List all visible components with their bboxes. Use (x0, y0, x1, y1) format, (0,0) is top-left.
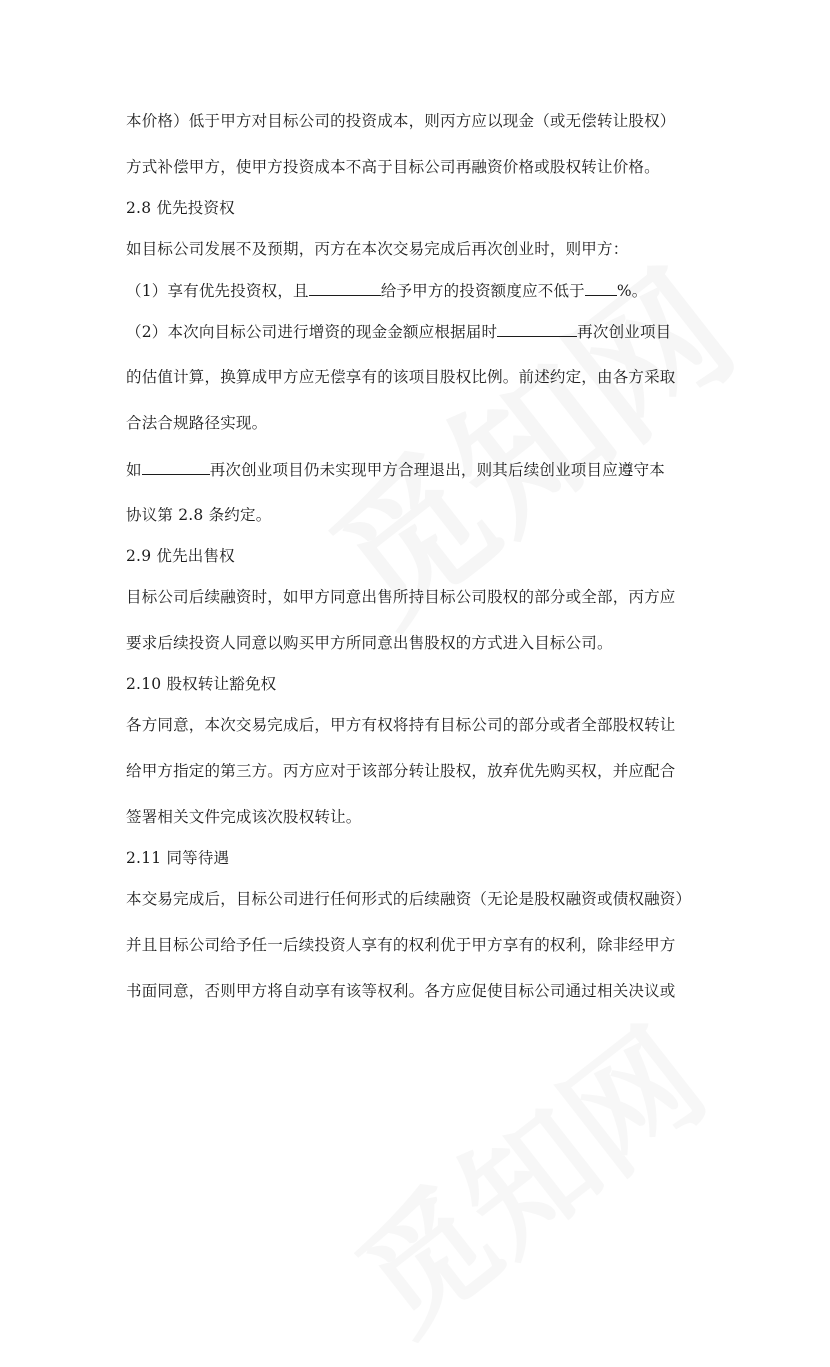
document-body (126, 110, 716, 1026)
text-segment: （2）本次向目标公司进行增资的现金金额应根据届时 (126, 323, 498, 341)
paragraph-line: 给甲方指定的第三方。丙方应对于该部分转让股权，放弃优先购买权，并应配合 (126, 762, 676, 780)
paragraph-line: 的估值计算，换算成甲方应无偿享有的该项目股权比例。前述约定，由各方采取 (126, 368, 676, 386)
fill-in-blank (142, 458, 210, 475)
paragraph-line (126, 320, 716, 342)
text-segment: %。 (616, 282, 648, 300)
paragraph-line: 协议第 2.8 条约定。 (126, 506, 272, 524)
paragraph-line (126, 458, 716, 480)
paragraph-line: 方式补偿甲方，使甲方投资成本不高于目标公司再融资价格或股权转让价格。 (126, 158, 660, 176)
text-segment: 再次创业项目 (577, 323, 672, 341)
paragraph-line (126, 279, 716, 301)
paragraph-line: 本价格）低于甲方对目标公司的投资成本，则丙方应以现金（或无偿转让股权） (126, 112, 676, 130)
text-segment: （1）享有优先投资权，且 (126, 282, 309, 300)
fill-in-blank (309, 279, 381, 296)
section-heading-2-9: 2.9 优先出售权 (126, 547, 235, 565)
paragraph-line: 签署相关文件完成该次股权转让。 (126, 808, 362, 826)
watermark-bottom (314, 980, 736, 1367)
paragraph-line: 目标公司后续融资时，如甲方同意出售所持目标公司股权的部分或全部，丙方应 (126, 588, 676, 606)
text-segment: 如 (126, 461, 142, 479)
section-heading-2-11: 2.11 同等待遇 (126, 849, 230, 867)
paragraph-line: 要求后续投资人同意以购买甲方所同意出售股权的方式进入目标公司。 (126, 634, 613, 652)
section-heading-2-8: 2.8 优先投资权 (126, 199, 235, 217)
paragraph-line: 如目标公司发展不及预期，丙方在本次交易完成后再次创业时，则甲方： (126, 240, 629, 258)
text-segment: 再次创业项目仍未实现甲方合理退出，则其后续创业项目应遵守本 (209, 461, 666, 479)
paragraph-line: 并且目标公司给予任一后续投资人享有的权利优于甲方享有的权利，除非经甲方 (126, 936, 676, 954)
paragraph-line: 各方同意，本次交易完成后，甲方有权将持有目标公司的部分或者全部股权转让 (126, 716, 676, 734)
section-heading-2-10: 2.10 股权转让豁免权 (126, 675, 277, 693)
fill-in-blank (497, 320, 577, 337)
text-segment: 给予甲方的投资额度应不低于 (380, 282, 585, 300)
paragraph-line: 书面同意，否则甲方将自动享有该等权利。各方应促使目标公司通过相关决议或 (126, 982, 676, 1000)
fill-in-blank (585, 279, 617, 296)
paragraph-line: 本交易完成后，目标公司进行任何形式的后续融资（无论是股权融资或债权融资） (126, 890, 692, 908)
paragraph-line: 合法合规路径实现。 (126, 414, 268, 432)
